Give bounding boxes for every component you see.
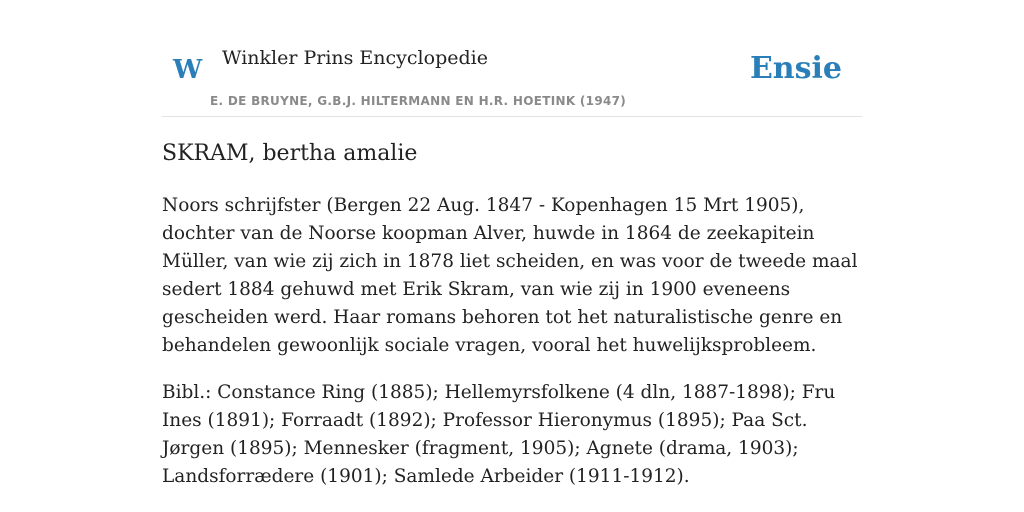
page xyxy=(162,0,862,512)
entry-title: SKRAM, bertha amalie xyxy=(162,141,418,166)
header xyxy=(162,0,862,117)
entry-paragraph-description: Noors schrijfster (Bergen 22 Aug. 1847 - Kopenhagen 15 Mrt 1905), dochter van de Noorse koopman Alver, huwde in 1864 de zeekapitein Müller, van wie zij zich in 1878 liet scheiden, en was voor de tweede maal sedert 1884 gehuwd met Erik Skram, van wie zij in 1900 eveneens gescheiden werd. Haar romans behoren tot het naturalistische genre en behandelen gewoonlijk sociale vragen, vooral het huwelijksprobleem. xyxy=(162,195,858,356)
winkler-prins-logo-link[interactable]: W xyxy=(173,55,203,85)
site-title[interactable]: Winkler Prins Encyclopedie xyxy=(222,47,488,69)
authors-line: E. DE BRUYNE, G.B.J. HILTERMANN EN H.R. HOETINK (1947) xyxy=(210,94,627,108)
entry-paragraph-bibliography: Bibl.: Constance Ring (1885); Hellemyrsfolkene (4 dln, 1887-1898); Fru Ines (1891); Forraadt (1892); Professor Hieronymus (1895); Paa Sct. Jørgen (1895); Mennesker (fragment, 1905); Agnete (drama, 1903); Landsforrædere (1901); Samlede Arbeider (1911-1912). xyxy=(162,382,836,487)
ensie-logo-link[interactable]: Ensie xyxy=(749,51,842,86)
